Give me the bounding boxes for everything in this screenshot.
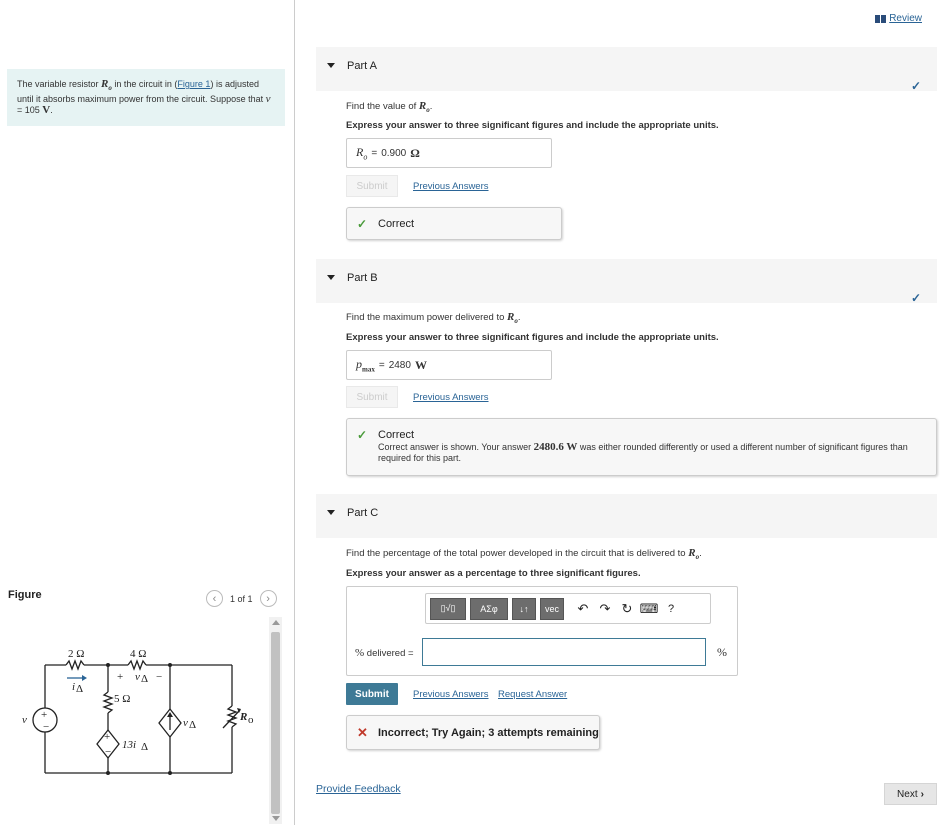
- problem-intro: The variable resistor $R_o$ in the circuit in (Figure 1) is adjusted until it absorbs maximum power from the circuit. Suppose that v = 105 V.: [7, 69, 285, 126]
- caret-down-icon: [327, 63, 335, 68]
- part-a-answer-field: $R_o$ = 0.900 Ω: [346, 138, 552, 168]
- x-icon: ✕: [357, 725, 368, 740]
- label-source-minus: −: [43, 721, 50, 733]
- request-answer-link[interactable]: Request Answer: [498, 689, 568, 700]
- label-dep-source-sub: Δ: [141, 741, 149, 753]
- math-toolbar: [425, 593, 711, 624]
- review-label: Review: [889, 13, 922, 24]
- intro-text: ) is adjusted until it absorbs maximum power from the circuit. Suppose that: [17, 79, 266, 105]
- label-dep-current-sub: Δ: [189, 719, 197, 731]
- part-b-header[interactable]: [316, 259, 937, 303]
- feedback-body: Correct answer is shown. Your answer 2480.6 W was either rounded differently or used a different number of significant figures than required for this part.: [378, 441, 908, 463]
- chevron-right-icon: ›: [920, 788, 924, 800]
- scroll-up-icon[interactable]: [272, 620, 280, 625]
- next-button[interactable]: Next ›: [884, 783, 937, 805]
- left-panel: [0, 0, 295, 825]
- label-source-v: v: [22, 714, 27, 726]
- label-ro: R: [240, 711, 248, 723]
- label-r1: 2 Ω: [68, 648, 85, 660]
- arrows-button[interactable]: ↓↑: [512, 598, 536, 620]
- answer-variable: $R_o$: [356, 144, 368, 162]
- label-i-delta: i: [72, 681, 76, 693]
- answer-unit: W: [414, 357, 427, 372]
- label-r2: 4 Ω: [130, 648, 147, 660]
- intro-text: in the circuit in (: [111, 79, 178, 89]
- label-ro-sub: o: [248, 714, 254, 726]
- intro-var-ro: $R_o$: [101, 78, 112, 93]
- undo-icon[interactable]: ↶: [577, 600, 589, 616]
- part-c-instructions: Express your answer as a percentage to three significant figures.: [346, 568, 641, 579]
- percent-delivered-label: % delivered =: [355, 647, 414, 659]
- part-c-submit-button[interactable]: Submit: [346, 683, 398, 705]
- label-source-plus: +: [41, 709, 48, 721]
- label-dep-plus: +: [104, 731, 111, 743]
- intro-var-v: v: [265, 93, 271, 106]
- circuit-diagram: [20, 640, 265, 790]
- chevron-left-icon[interactable]: ‹: [206, 590, 223, 607]
- part-a-previous-answers-link[interactable]: Previous Answers: [413, 181, 489, 192]
- part-a-submit-button: Submit: [346, 175, 398, 197]
- check-icon: ✓: [910, 79, 921, 93]
- answer-value: 0.900: [381, 147, 407, 159]
- label-v-delta: v: [135, 671, 140, 683]
- label-dep-source: 13i: [122, 739, 137, 751]
- label-dep-minus: −: [105, 746, 112, 758]
- percent-unit: %: [717, 645, 727, 659]
- part-a-feedback: [346, 207, 562, 240]
- provide-feedback-link[interactable]: Provide Feedback: [316, 783, 401, 795]
- figure-link[interactable]: Figure 1: [177, 79, 211, 89]
- figure-scrollbar[interactable]: [269, 617, 282, 824]
- part-c-header[interactable]: [316, 494, 937, 538]
- label-v-delta-plus: +: [117, 671, 124, 683]
- caret-down-icon: [327, 510, 335, 515]
- part-b-previous-answers-link[interactable]: Previous Answers: [413, 392, 489, 403]
- label-dep-current: v: [183, 717, 188, 729]
- part-a-instructions: Express your answer to three significant figures and include the appropriate units.: [346, 120, 719, 131]
- caret-down-icon: [327, 275, 335, 280]
- part-c-title: Part C: [347, 507, 379, 519]
- book-icon: [875, 15, 886, 23]
- figure-nav: [206, 590, 277, 607]
- label-v-delta-sub: Δ: [141, 673, 149, 685]
- answer-unit: Ω: [410, 145, 420, 160]
- check-icon: ✓: [357, 428, 368, 442]
- scroll-thumb[interactable]: [271, 632, 280, 814]
- part-c-previous-answers-link[interactable]: Previous Answers: [413, 689, 489, 700]
- part-b-instructions: Express your answer to three significant figures and include the appropriate units.: [346, 332, 719, 343]
- keyboard-icon[interactable]: ⌨: [639, 600, 659, 616]
- greek-symbols-button[interactable]: ΑΣφ: [470, 598, 508, 620]
- part-a-header[interactable]: [316, 47, 937, 91]
- intro-text: The variable resistor: [17, 79, 102, 89]
- feedback-title: Correct: [378, 429, 415, 441]
- scroll-down-icon[interactable]: [272, 816, 280, 821]
- label-r3: 5 Ω: [114, 693, 131, 705]
- part-c-answer-area: [346, 586, 738, 676]
- answer-value: 2480: [388, 359, 411, 371]
- part-b-submit-button: Submit: [346, 386, 398, 408]
- intro-text: = 105: [17, 105, 43, 116]
- feedback-title: Correct: [378, 218, 415, 230]
- part-b-answer-field: $p_{max}$ = 2480 W: [346, 350, 552, 380]
- label-v-delta-minus: −: [156, 671, 163, 683]
- review-link[interactable]: [875, 13, 922, 24]
- feedback-title: Incorrect; Try Again; 3 attempts remaining: [378, 727, 599, 739]
- figure-counter: 1 of 1: [230, 593, 253, 604]
- check-icon: ✓: [357, 217, 368, 231]
- intro-unit-v: V: [42, 104, 51, 117]
- part-c-question: Find the percentage of the total power developed in the circuit that is delivered to $R_o$.: [346, 547, 702, 562]
- part-a-title: Part A: [347, 60, 377, 72]
- part-a-question: Find the value of $R_o$.: [346, 100, 433, 115]
- part-b-feedback: [346, 418, 937, 476]
- redo-icon[interactable]: ↷: [599, 600, 611, 616]
- reset-icon[interactable]: ↻: [621, 600, 633, 616]
- figure-label: Figure: [8, 589, 42, 601]
- part-b-question: Find the maximum power delivered to $R_o$.: [346, 311, 521, 326]
- answer-variable: $p_{max}$: [356, 356, 375, 374]
- part-c-feedback: [346, 715, 600, 750]
- chevron-right-icon[interactable]: ›: [260, 590, 277, 607]
- templates-button[interactable]: ▯√▯: [430, 598, 466, 620]
- label-i-delta-sub: Δ: [76, 683, 84, 695]
- check-icon: ✓: [910, 291, 921, 305]
- percent-delivered-input[interactable]: [422, 638, 706, 666]
- help-icon[interactable]: ?: [667, 602, 675, 615]
- vector-button[interactable]: vec: [540, 598, 564, 620]
- part-b-title: Part B: [347, 272, 378, 284]
